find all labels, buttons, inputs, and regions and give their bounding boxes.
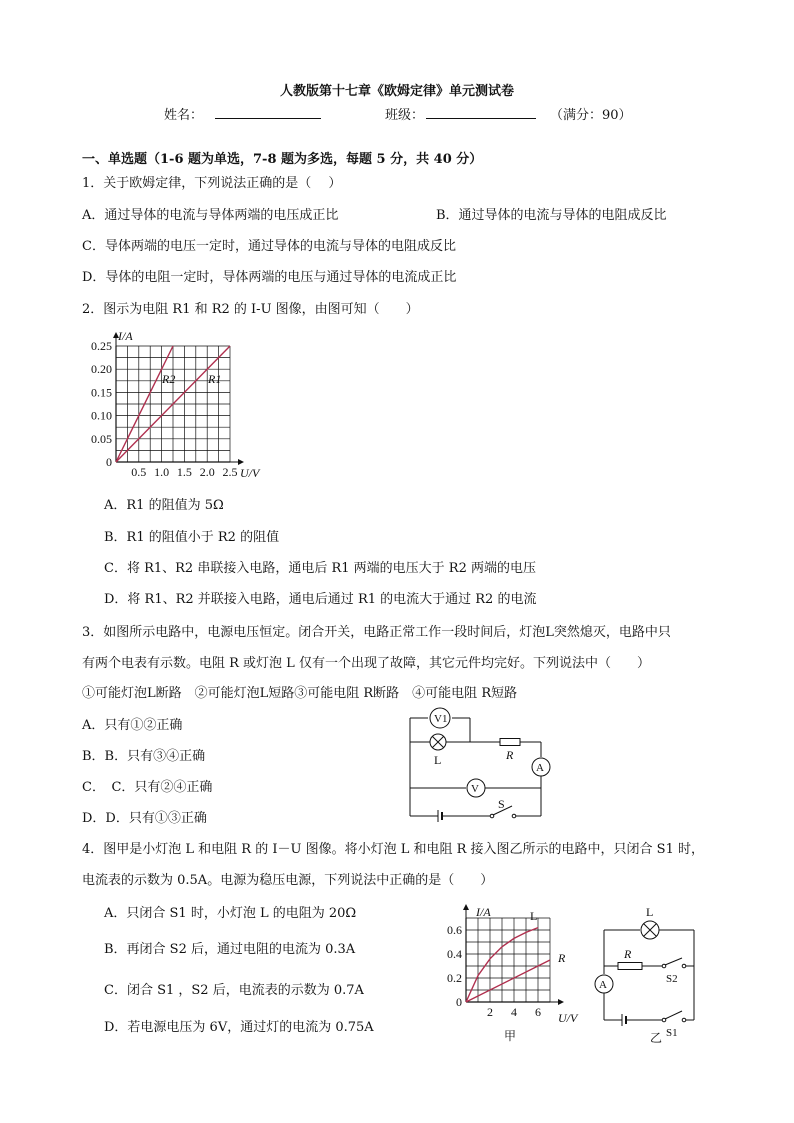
ammeter-label: A — [536, 762, 544, 774]
q3-option-a[interactable]: A．只有①②正确 — [82, 718, 183, 733]
y-tick-label: 0 — [106, 455, 112, 469]
y-axis-label: I/A — [118, 329, 133, 343]
q1-option-a[interactable]: A．通过导体的电流与导体两端的电压成正比 — [82, 208, 339, 223]
q2-option-b[interactable]: B．R1 的阻值小于 R2 的阻值 — [104, 530, 280, 545]
y-tick-label: 0.20 — [91, 362, 112, 377]
resistor-label: R — [624, 947, 632, 961]
ammeter-label: A — [599, 979, 607, 991]
q4-iu-chart — [438, 900, 588, 1048]
x-tick-label: 0.5 — [131, 465, 147, 478]
q3-stem-line2: 有两个电表有示数。电阻 R 或灯泡 L 仅有一个出现了故障，其它元件均完好。下列说法中（ ） — [82, 656, 650, 671]
series-label-r: R — [558, 951, 566, 965]
x-tick-label: 6 — [535, 1005, 541, 1019]
class-blank[interactable] — [426, 106, 536, 119]
q1-stem: 1．关于欧姆定律，下列说法正确的是（ ） — [82, 176, 342, 191]
fig-b-caption: 乙 — [650, 1031, 663, 1045]
y-axis-arrowhead — [463, 904, 469, 910]
series-label-r2: R2 — [162, 372, 176, 386]
x-tick-label: 2 — [487, 1005, 493, 1019]
q3-option-c[interactable]: C． C．只有②④正确 — [82, 780, 213, 795]
q3-circuit-diagram — [400, 700, 560, 822]
q3-cases: ①可能灯泡L断路 ②可能灯泡L短路③可能电阻 R断路 ④可能电阻 R短路 — [82, 686, 518, 701]
resistor-icon — [618, 963, 642, 970]
class-field-label: 班级： — [385, 108, 425, 123]
q4-circuit-diagram — [592, 900, 704, 1048]
q1-option-c[interactable]: C．导体两端的电压一定时，通过导体的电流与导体的电阻成反比 — [82, 239, 456, 254]
name-field-label: 姓名： — [164, 108, 204, 123]
x-axis-arrowhead — [238, 459, 244, 465]
resistor-label: R — [506, 748, 514, 762]
q1-option-b[interactable]: B．通过导体的电流与导体的电阻成反比 — [436, 208, 667, 223]
resistor-icon — [500, 739, 520, 746]
exam-title: 人教版第十七章《欧姆定律》单元测试卷 — [279, 84, 514, 99]
switch-s2-icon — [665, 958, 682, 965]
series-label-l: L — [530, 909, 538, 923]
section-title: 一、单选题（1-6 题为单选，7-8 题为多选，每题 5 分，共 40 分） — [82, 152, 483, 167]
q2-option-d[interactable]: D．将 R1、R2 并联接入电路，通电后通过 R1 的电流大于通过 R2 的电流 — [104, 592, 537, 607]
q4-option-c[interactable]: C．闭合 S1 ，S2 后，电流表的示数为 0.7A — [104, 983, 364, 998]
lamp-label: L — [434, 753, 442, 767]
switch-s1-icon — [665, 1011, 682, 1019]
y-tick-label: 0.2 — [447, 971, 462, 985]
x-tick-label: 4 — [511, 1005, 517, 1019]
s2-label: S2 — [666, 973, 678, 985]
name-blank[interactable] — [215, 106, 321, 119]
q2-stem: 2．图示为电阻 R1 和 R2 的 I-U 图像，由图可知（ ） — [82, 302, 419, 317]
v1-label: V1 — [434, 713, 448, 725]
fig-a-caption: 甲 — [504, 1029, 517, 1043]
q3-option-d[interactable]: D．D．只有①③正确 — [82, 811, 207, 826]
score-note: （满分：90） — [550, 108, 632, 123]
lamp-label: L — [646, 905, 654, 919]
y-tick-label: 0.25 — [91, 339, 112, 353]
series-label-r1: R1 — [208, 372, 222, 386]
switch-label: S — [498, 797, 505, 811]
x-tick-label: 2.0 — [199, 465, 215, 478]
s1-label: S1 — [666, 1027, 678, 1039]
y-tick-label: 0 — [456, 995, 462, 1009]
x-axis-arrowhead — [558, 999, 564, 1005]
voltmeter-label: V — [471, 783, 479, 795]
y-tick-label: 0.6 — [447, 923, 462, 937]
q3-option-b[interactable]: B．B．只有③④正确 — [82, 749, 206, 764]
q3-stem-line1: 3．如图所示电路中，电源电压恒定。闭合开关，电路正常工作一段时间后，灯泡L突然熄灭，电路中只 — [82, 625, 671, 640]
y-tick-label: 0.15 — [91, 385, 112, 400]
q4-option-b[interactable]: B．再闭合 S2 后，通过电阻的电流为 0.3A — [104, 942, 356, 957]
x-axis-label: U/V — [240, 466, 260, 478]
q4-stem-line1: 4．图甲是小灯泡 L 和电阻 R 的 I－U 图像。将小灯泡 L 和电阻 R 接入图乙所示的电路中，只闭合 S1 时， — [82, 842, 704, 857]
chart-gridlines — [463, 904, 564, 1005]
x-tick-label: 1.5 — [176, 465, 192, 478]
q4-stem-line2: 电流表的示数为 0.5A。电源为稳压电源，下列说法中正确的是（ ） — [82, 873, 494, 888]
y-tick-label: 0.4 — [447, 947, 462, 961]
q2-option-c[interactable]: C．将 R1、R2 串联接入电路，通电后 R1 两端的电压大于 R2 两端的电压 — [104, 561, 536, 576]
x-tick-label: 2.5 — [222, 465, 238, 478]
q2-option-a[interactable]: A．R1 的阻值为 5Ω — [104, 498, 224, 513]
x-tick-label: 1.0 — [154, 465, 170, 478]
x-axis-label: U/V — [558, 1011, 578, 1025]
y-tick-label: 0.05 — [91, 431, 112, 446]
q4-option-d[interactable]: D．若电源电压为 6V，通过灯的电流为 0.75A — [104, 1020, 374, 1035]
q1-option-d[interactable]: D．导体的电阻一定时，导体两端的电压与通过导体的电流成正比 — [82, 270, 457, 285]
y-tick-label: 0.10 — [91, 408, 112, 423]
y-axis-label: I/A — [476, 905, 491, 919]
q2-iu-chart — [80, 326, 280, 478]
q4-option-a[interactable]: A．只闭合 S1 时，小灯泡 L 的电阻为 20Ω — [104, 906, 357, 921]
